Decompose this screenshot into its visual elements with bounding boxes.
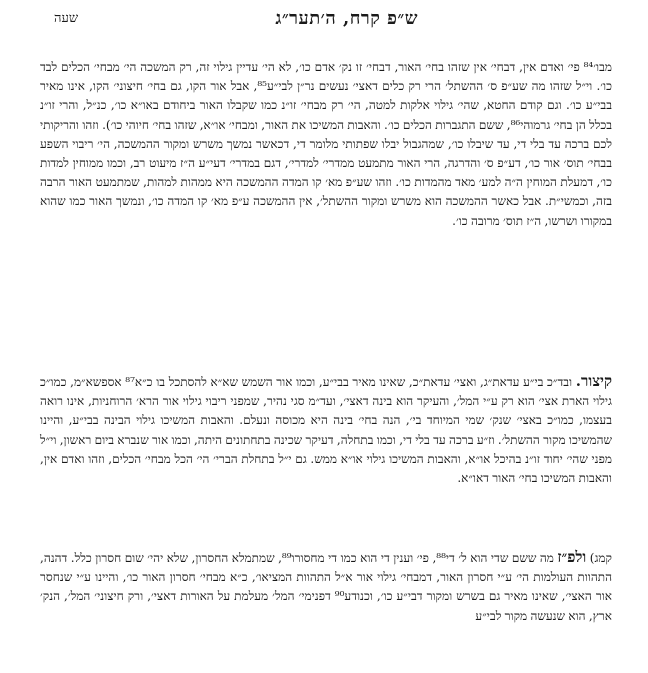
page-title: ש״פ קרח, ה׳תער״ג <box>275 8 418 29</box>
paragraph-2-summary <box>40 372 612 488</box>
paragraph-2-text: ובד״כ בי״ע עדאת״ג, ואצי׳ עדאת״כ, שאינו מאיר בבי״ע, וכמו אור השמש שא״א להסתכל בו כ״א⁸⁷ אספשא״מ, כמו״כ גילוי הארת אצי׳ הוא רק ע״י המל׳, והעיקר הוא בינה דאצי׳, ועד״מ סגי נהיר, שמפני ריבוי גילוי אור הרא׳ הרוחניות, אינו רואה בעצמו, כמו״כ באצי׳ שנק׳ שמי המיוחד בי׳, הנה בחי׳ בינה היא מכוסה ונעלם. והאבות המשיכו גילוי הבינה בבי״ע, והיינו שהמשיכו מקור ההשתל׳. וז״ע ברכה עד בלי די, וכמו בתחלה, דעיקר שכינה בתחתונים היתה, וכמו אור שנברא ביום ראשון, וי״ל מפני שהי׳ יחוד זו״נ בהיכל או״א, והאבות המשיכו גילוי או״א ממש. גם י״ל בתחלת הברי׳ הי׳ הכל מבחי׳ הכלים, וזהו ואדם אין, והאבות המשיכו בחי׳ האור דאו״א. <box>40 375 613 486</box>
paragraph-3-heading: ולפ״ז <box>557 548 587 566</box>
paragraph-1-text: מבו׳⁸⁴ פי׳ ואדם אין, דבחי׳ אין שזהו בחי׳ האור, דבחי׳ זו נק׳ אדם כו׳, לא הי׳ עדיין גילוי זה, רק המשכה הי׳ מבחי׳ הכלים לבד כו׳. וי״ל שזהו מה שע״פ ס׳ ההשתל׳ הרי רק כלים דאצי׳ נעשים נר״ן לבי״ע⁸⁵, אבל אור הקו, גם בחי׳ חיצוני׳ הקו, אינו מאיר בבי״ע כו׳. וגם קודם החטא, שהי׳ גילוי אלקות למטה, הי׳ רק מבחי׳ זו״נ כמו שקבלו האור ביחודם באו״א כו׳, כנ״ל, והרי זו״נ בכלל הן בחי׳ גרמוהי⁸⁶, ששם התגברות הכלים כו׳. והאבות המשיכו את האור, ומבחי׳ או״א, שזהו בחי׳ חיוהי כו׳). וזהו והריקותי לכם ברכה עד בלי די, עד שיבלו כו׳, שמהגבול יבלו שפתותי מלומר די, דכאשר נמשך משרש ומקור ההמשכה, הי׳ ריבוי השפע בבחי׳ תוס׳ אור כו׳, דע״פ ס׳ והדרגה, הרי האור מתמעט ממדרי׳ למדרי׳, דגם במדרי׳ דעי״ע ה״ז מיעוט רב, וכמו ממוחין למדות כו׳, דמעלת המוחין ה״ה למע׳ מאד מהמדות כו׳. וזהו שע״פ מא׳ קו המדה ההמשכה היא ממהות למהות, שמתמעט האור הרבה בזה, וכמשי״ת. אבל כאשר ההמשכה הוא משרש ומקור ההשתל׳, אין ההמשכה ע״פ מא׳ קו המדה כו׳, ונמשך האור כמו שהוא במקורו ושרשו, ה״ז תוס׳ מרובה כו׳. <box>40 60 612 228</box>
summary-heading: קיצור. <box>575 372 613 390</box>
paragraph-1 <box>40 58 612 231</box>
page-header <box>0 8 648 36</box>
section-number: קמג) <box>589 551 612 565</box>
paragraph-3-text: מה ששם שדי הוא ל׳ די⁸⁸, פי׳ וענין די הוא כמו די מחסורו⁸⁹, שמתמלא החסרון, שלא יהי׳ שום חסרון כלל. דהנה, התהוות העולמות הי׳ ע״י חסרון האור, דמבחי׳ גילוי אור א״ל התהוות המציאו׳, כ״א מבחי׳ חסרון האור כו׳, והיינו ע״י שנחסר אור האצי׳, שאינו מאיר גם בשרש ומקור דבי״ע כו׳, וכנודע⁹⁰ דפנימי׳ המל׳ מעלמת על האורות דאצי׳, ורק חיצוני׳ המל׳, הנק׳ ארץ, הוא שנעשה מקור לבי״ע <box>40 551 612 623</box>
page-number: שעה <box>54 11 79 26</box>
paragraph-3 <box>40 548 612 626</box>
